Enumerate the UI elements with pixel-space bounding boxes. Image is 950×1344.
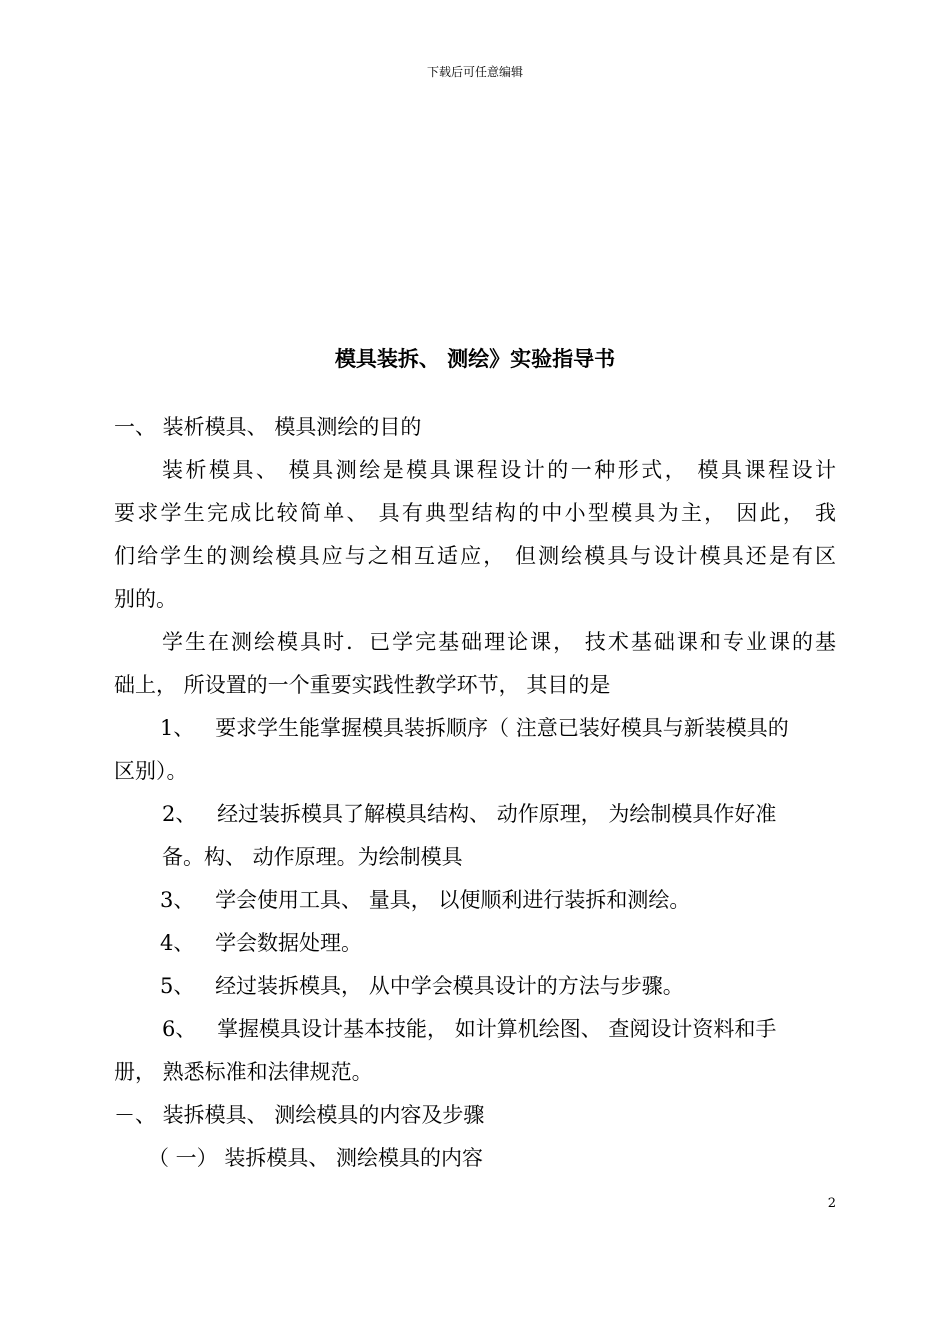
list-item-3 (160, 885, 836, 915)
list-item-2-text: 经过装拆模具了解模具结构、 动作原理， 为绘制模具作好准 (217, 802, 777, 826)
list-item-4-number: 4、 (160, 931, 195, 955)
list-item-1-number: 1、 (160, 716, 195, 740)
paragraph-1-line-2: 要求学生完成比较简单、 具有典型结构的中小型模具为主， 因此， 我 (114, 501, 836, 525)
paragraph-2-line-2: 础上， 所设置的一个重要实践性教学环节， 其目的是 (114, 673, 611, 697)
list-item-4-text: 学会数据处理。 (215, 931, 363, 955)
document-title: 模具装拆、 测绘》实验指导书 (334, 347, 616, 371)
paragraph-1-line-1: 装析模具、 模具测绘是模具课程设计的一种形式， 模具课程设计 (162, 458, 836, 482)
list-item-2-continuation: 备。构、 动作原理。为绘制模具 (162, 845, 463, 869)
list-item-5-number: 5、 (160, 974, 195, 998)
list-item-5 (160, 971, 836, 1001)
list-item-4 (160, 928, 836, 958)
section-1-heading: 一、 装析模具、 模具测绘的目的 (114, 415, 422, 439)
paragraph-2-line-1: 学生在测绘模具时．已学完基础理论课， 技术基础课和专业课的基 (162, 630, 836, 654)
list-item-2-number: 2、 (162, 802, 197, 826)
page-number: 2 (827, 1196, 836, 1211)
paragraph-1-line-3: 们给学生的测绘模具应与之相互适应， 但测绘模具与设计模具还是有区 (114, 544, 836, 568)
page-header-note: 下载后可任意编辑 (426, 65, 523, 79)
list-item-1 (160, 713, 836, 743)
section-2-heading: －、 装拆模具、 测绘模具的内容及步骤 (114, 1103, 485, 1127)
list-item-6-text: 掌握模具设计基本技能， 如计算机绘图、 查阅设计资料和手 (217, 1017, 777, 1041)
paragraph-1-line-4: 别的。 (114, 587, 177, 611)
list-item-3-text: 学会使用工具、 量具， 以便顺利进行装拆和测绘。 (215, 888, 691, 912)
section-2-subheading: （ 一） 装拆模具、 测绘模具的内容 (148, 1146, 484, 1170)
list-item-6-continuation: 册， 熟悉标准和法律规范。 (114, 1060, 373, 1084)
list-item-1-continuation: 区别）。 (114, 759, 188, 783)
list-item-2 (162, 799, 836, 829)
list-item-1-text: 要求学生能掌握模具装拆顺序（ 注意已装好模具与新装模具的 (215, 716, 789, 740)
list-item-6-number: 6、 (162, 1017, 197, 1041)
list-item-6 (162, 1014, 836, 1044)
list-item-5-text: 经过装拆模具， 从中学会模具设计的方法与步骤。 (215, 974, 684, 998)
list-item-3-number: 3、 (160, 888, 195, 912)
